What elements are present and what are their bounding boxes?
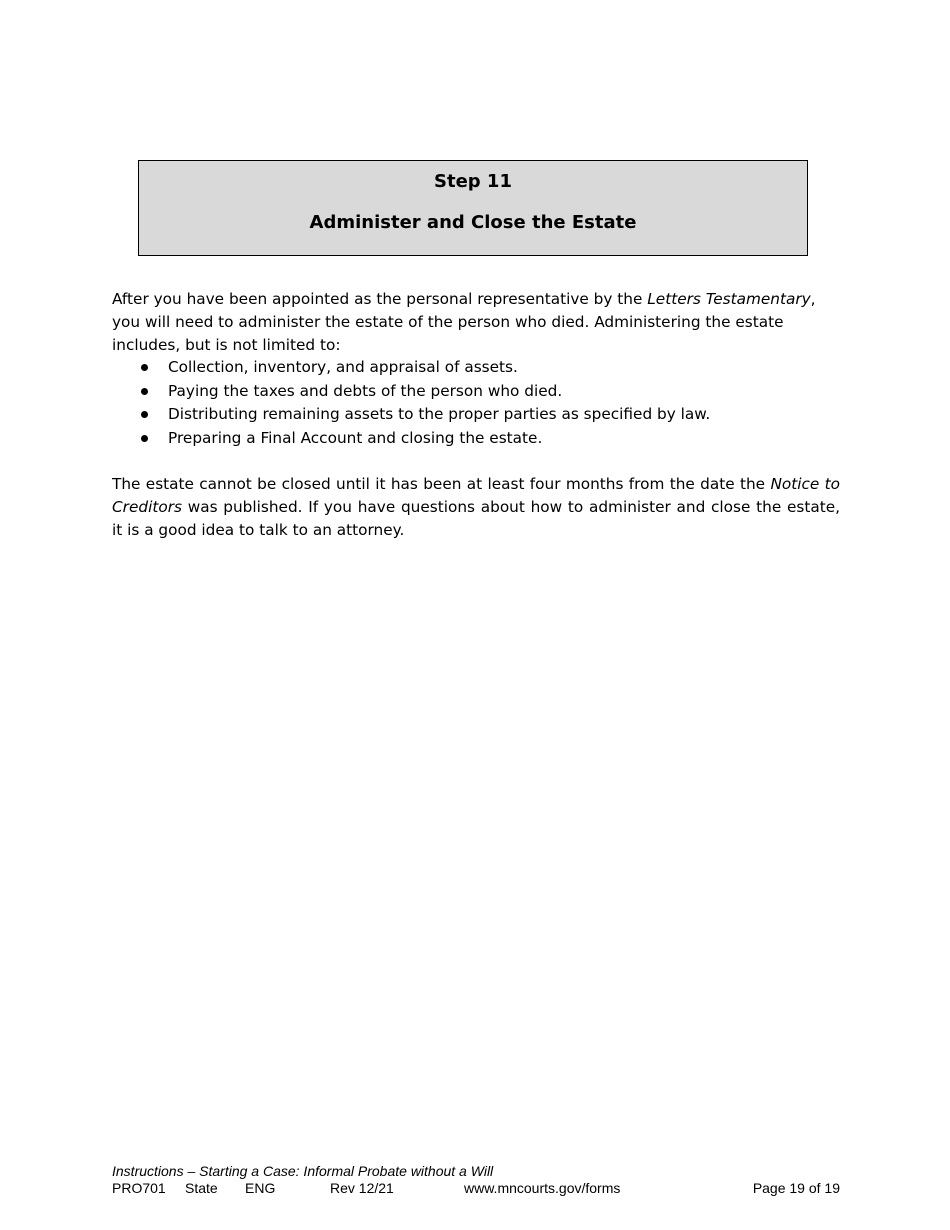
list-item-text: Distributing remaining assets to the proper parties as specified by law. [168, 405, 711, 423]
footer-page-number: Page 19 of 19 [752, 1180, 840, 1196]
intro-text-start: After you have been appointed as the personal representative by the [112, 290, 648, 308]
closing-text-start: The estate cannot be closed until it has been at least four months from the date the [112, 475, 771, 493]
footer-info-line [112, 1180, 840, 1197]
bullet-icon [141, 388, 148, 395]
footer-language: ENG [245, 1180, 276, 1196]
bullet-icon [141, 364, 148, 371]
footer-document-title: Instructions – Starting a Case: Informal Probate without a Will [112, 1163, 494, 1179]
bullet-icon [141, 435, 148, 442]
footer-url: www.mncourts.gov/forms [464, 1180, 621, 1196]
list-item-text: Paying the taxes and debts of the person who died. [168, 381, 563, 400]
closing-paragraph [112, 473, 840, 542]
closing-italic-term: Notice to Creditors [112, 475, 840, 516]
footer-jurisdiction: State [185, 1180, 218, 1196]
list-item [112, 356, 840, 380]
intro-text-end: , you will need to administer the estate of the person who died. Administering the estate includes, but is not limited to: [112, 290, 816, 354]
list-item-text: Preparing a Final Account and closing the estate. [168, 428, 543, 447]
intro-italic-term: Letters Testamentary [647, 290, 811, 308]
list-item [112, 380, 840, 404]
closing-text-end: was published. If you have questions about how to administer and close the estate, it is a good idea to talk to an attorney. [112, 498, 840, 539]
intro-paragraph [112, 288, 840, 357]
bullet-icon [141, 411, 148, 418]
list-item [112, 403, 840, 427]
footer-revision: Rev 12/21 [330, 1180, 394, 1196]
step-number: Step 11 [434, 171, 512, 192]
duties-list [112, 356, 840, 450]
step-header-box [138, 160, 808, 256]
footer-form-code: PRO701 [112, 1180, 166, 1196]
list-item [112, 427, 840, 451]
list-item-text: Collection, inventory, and appraisal of assets. [168, 358, 518, 376]
step-title: Administer and Close the Estate [309, 212, 637, 233]
